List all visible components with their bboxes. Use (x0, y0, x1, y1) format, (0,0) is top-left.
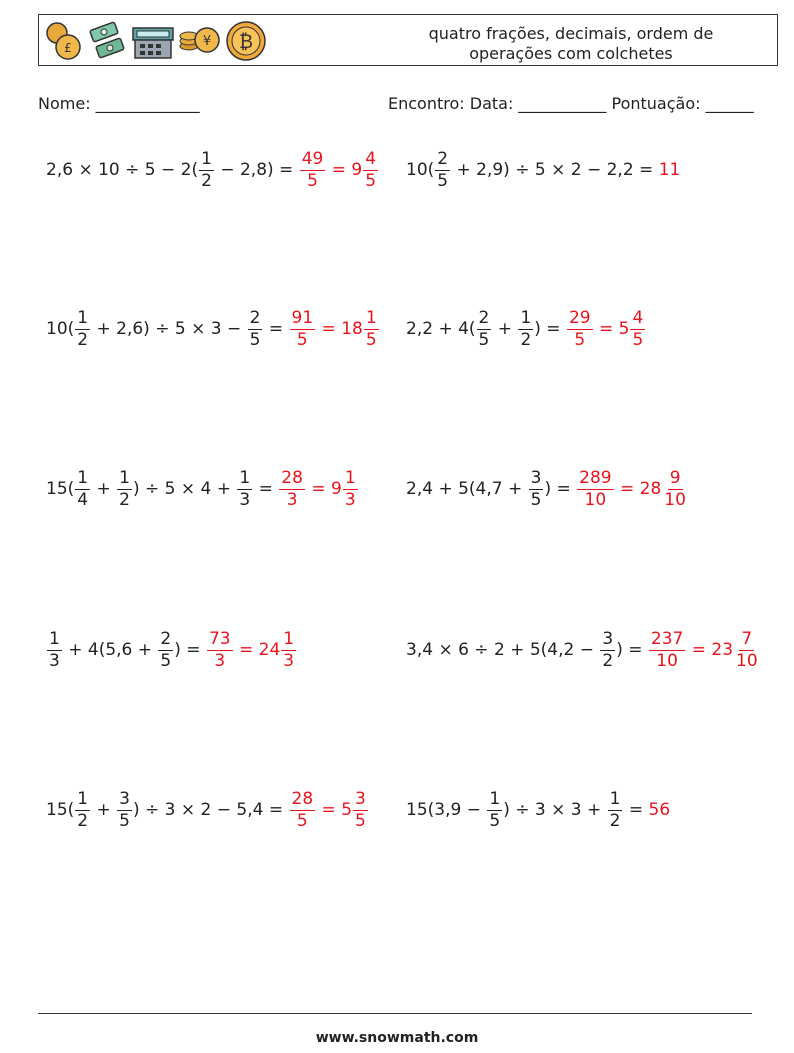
answer-fraction (649, 628, 685, 671)
expression-text: 15( (46, 479, 75, 499)
expression-text: 10( (406, 160, 435, 180)
expression-text: + 4(5,6 + (62, 640, 158, 660)
fraction-numerator: 289 (579, 467, 612, 488)
fraction-denominator: 5 (365, 170, 377, 191)
expression-text: ) ÷ 5 × 4 + (132, 479, 237, 499)
fraction-denominator: 10 (664, 489, 686, 510)
fraction (117, 467, 132, 510)
name-field-label: Nome: _____________ (38, 94, 200, 113)
fraction-numerator: 1 (344, 467, 356, 488)
answer-fraction (734, 628, 760, 671)
session-score-label: Encontro: Data: ___________ Pontuação: ______ (388, 94, 754, 113)
answer-text: = 23 (686, 640, 734, 660)
fraction-numerator: 49 (301, 148, 324, 169)
answer-fraction (577, 467, 613, 510)
fraction-numerator: 7 (741, 628, 753, 649)
fraction (600, 628, 615, 671)
expression-text: + 2,9) ÷ 5 × 2 − 2,2 = (451, 160, 659, 180)
fraction-denominator: 5 (119, 810, 130, 831)
answer-text: = 28 (614, 479, 662, 499)
header-icons (43, 20, 267, 62)
title-line-1: quatro frações, decimais, ordem de (428, 24, 714, 43)
cash-register-icon (131, 20, 175, 62)
title-line-2: operações com colchetes (469, 44, 673, 63)
fraction-denominator: 2 (201, 170, 212, 191)
fraction-numerator: 28 (281, 467, 303, 488)
fraction-numerator: 4 (365, 148, 377, 169)
expression-text: 2,6 × 10 ÷ 5 − 2( (46, 160, 199, 180)
fraction-numerator: 1 (77, 467, 89, 488)
answer-fraction (290, 307, 316, 350)
fraction (435, 148, 450, 191)
fraction-numerator: 3 (119, 788, 130, 809)
fraction-denominator: 5 (307, 170, 318, 191)
fraction-numerator: 1 (119, 467, 130, 488)
fraction (199, 148, 214, 191)
answer-text: = 9 (305, 479, 342, 499)
fraction-denominator: 5 (530, 489, 542, 510)
svg-text:¥: ¥ (202, 34, 212, 49)
expression-text: ) = (534, 319, 566, 339)
answer-text: = 9 (326, 160, 363, 180)
banknotes-icon (87, 20, 127, 62)
fraction-numerator: 3 (355, 788, 366, 809)
fraction-denominator: 5 (249, 329, 261, 350)
answer-fraction (567, 307, 593, 350)
fraction-denominator: 3 (239, 489, 251, 510)
fraction-denominator: 4 (77, 489, 89, 510)
answer-text: = 18 (316, 319, 363, 339)
fraction-numerator: 91 (291, 307, 314, 328)
answer-fraction (353, 788, 368, 831)
fraction (47, 628, 62, 671)
fraction-denominator: 5 (489, 810, 501, 831)
answer-text: = 5 (593, 319, 630, 339)
fraction-denominator: 5 (365, 329, 377, 350)
fraction-denominator: 3 (49, 650, 60, 671)
answer-fraction (343, 467, 358, 510)
fraction (75, 467, 90, 510)
problem-5 (46, 459, 359, 519)
fraction-denominator: 5 (296, 329, 308, 350)
fraction-numerator: 1 (365, 307, 377, 328)
problem-2 (406, 140, 680, 200)
fraction-numerator: 1 (77, 788, 89, 809)
expression-text: + 2,6) ÷ 5 × 3 − (91, 319, 247, 339)
expression-text: + (492, 319, 518, 339)
expression-text: = (623, 800, 649, 820)
fraction-numerator: 3 (530, 467, 542, 488)
yen-coins-icon (179, 20, 221, 62)
problem-8 (406, 620, 761, 680)
expression-text: ) ÷ 3 × 2 − 5,4 = (132, 800, 289, 820)
footer-url: www.snowmath.com (315, 1030, 479, 1046)
expression-text: 3,4 × 6 ÷ 2 + 5(4,2 − (406, 640, 600, 660)
fraction-denominator: 5 (355, 810, 366, 831)
expression-text: 15( (46, 800, 75, 820)
problem-1 (46, 140, 379, 200)
worksheet-title (411, 24, 731, 64)
expression-text: = (263, 319, 289, 339)
coins-icon (43, 20, 83, 62)
answer-text: = 5 (316, 800, 353, 820)
answer-fraction (300, 148, 326, 191)
fraction (117, 788, 132, 831)
fraction-denominator: 2 (77, 329, 89, 350)
fraction-numerator: 28 (291, 788, 314, 809)
fraction (518, 307, 533, 350)
expression-text: ) = (544, 479, 577, 499)
fraction-denominator: 5 (478, 329, 490, 350)
fraction (608, 788, 623, 831)
fraction (75, 788, 90, 831)
fraction (75, 307, 90, 350)
fraction-numerator: 1 (49, 628, 60, 649)
answer-text: 56 (648, 800, 671, 820)
fraction-denominator: 2 (602, 650, 614, 671)
fraction-denominator: 10 (656, 650, 678, 671)
problem-10 (406, 780, 670, 840)
fraction-numerator: 1 (77, 307, 89, 328)
expression-text: ) = (174, 640, 206, 660)
expression-text: 10( (46, 319, 75, 339)
header-box (38, 14, 778, 66)
answer-fraction (279, 467, 305, 510)
problem-4 (406, 299, 646, 359)
answer-fraction (281, 628, 296, 671)
answer-fraction (207, 628, 233, 671)
svg-text:£: £ (64, 41, 72, 55)
fraction-numerator: 1 (489, 788, 501, 809)
fraction-denominator: 10 (584, 489, 607, 510)
fraction-numerator: 1 (283, 628, 295, 649)
fraction-numerator: 2 (478, 307, 490, 328)
expression-text: + (91, 800, 117, 820)
fraction-denominator: 5 (574, 329, 586, 350)
expression-text: ) ÷ 3 × 3 + (503, 800, 607, 820)
fraction-denominator: 3 (286, 489, 298, 510)
footer-divider (38, 1013, 752, 1014)
fraction-numerator: 2 (437, 148, 449, 169)
answer-fraction (662, 467, 688, 510)
fraction-numerator: 1 (201, 148, 212, 169)
expression-text: 2,4 + 5(4,7 + (406, 479, 528, 499)
answer-fraction (290, 788, 316, 831)
expression-text: − 2,8) = (214, 160, 299, 180)
fraction-numerator: 2 (160, 628, 172, 649)
fraction-denominator: 3 (344, 489, 356, 510)
fraction-numerator: 73 (208, 628, 231, 649)
fraction-denominator: 2 (520, 329, 532, 350)
fraction-denominator: 2 (77, 810, 89, 831)
expression-text: = (253, 479, 279, 499)
fraction (237, 467, 252, 510)
expression-text: + (91, 479, 117, 499)
fraction-denominator: 5 (160, 650, 172, 671)
answer-fraction (363, 148, 378, 191)
fraction (158, 628, 173, 671)
expression-text: 2,2 + 4( (406, 319, 476, 339)
fraction-numerator: 29 (568, 307, 591, 328)
fraction-denominator: 2 (609, 810, 621, 831)
fraction (248, 307, 263, 350)
fraction-numerator: 1 (239, 467, 251, 488)
problem-7 (46, 620, 297, 680)
fraction-numerator: 237 (650, 628, 684, 649)
answer-text: 11 (658, 160, 681, 180)
svg-text:₿: ₿ (238, 31, 254, 53)
problem-6 (406, 459, 689, 519)
fraction (529, 467, 544, 510)
fraction-numerator: 4 (632, 307, 644, 328)
answer-fraction (630, 307, 645, 350)
fraction-numerator: 1 (609, 788, 621, 809)
bitcoin-icon (225, 20, 267, 62)
fraction-denominator: 5 (437, 170, 449, 191)
fraction-denominator: 2 (119, 489, 130, 510)
fraction-numerator: 2 (249, 307, 261, 328)
fraction (487, 788, 502, 831)
fraction-denominator: 5 (296, 810, 308, 831)
problem-3 (46, 299, 380, 359)
fraction (477, 307, 492, 350)
fraction-denominator: 10 (736, 650, 758, 671)
fraction-numerator: 9 (669, 467, 681, 488)
problem-9 (46, 780, 369, 840)
answer-text: = 24 (233, 640, 281, 660)
fraction-denominator: 3 (214, 650, 226, 671)
expression-text: ) = (616, 640, 648, 660)
fraction-numerator: 1 (520, 307, 532, 328)
fraction-denominator: 5 (632, 329, 644, 350)
answer-fraction (364, 307, 379, 350)
fraction-denominator: 3 (283, 650, 295, 671)
fraction-numerator: 3 (602, 628, 614, 649)
expression-text: 15(3,9 − (406, 800, 487, 820)
